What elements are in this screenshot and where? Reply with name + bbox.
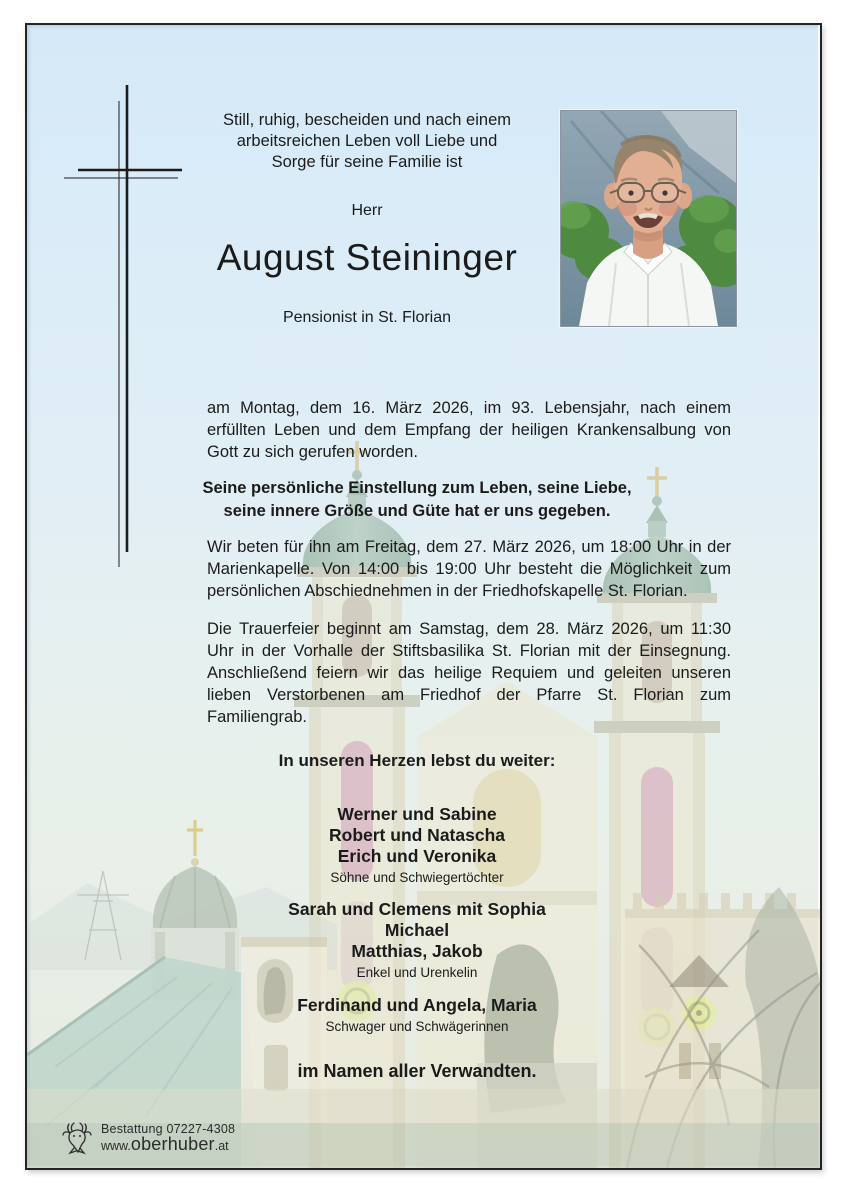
portrait-photo [560,110,737,327]
prayer-paragraph: Wir beten für ihn am Freitag, dem 27. März 2026, um 18:00 Uhr in der Marienkapelle. Von 14:00 bis 19:00 Uhr besteht die Möglichkeit zum persönlichen Abschiednehmen in der Friedhofskapelle St. Florian. [207,538,731,600]
deceased-subtitle: Pensionist in St. Florian [282,309,452,326]
motto-line: seine innere Größe und Güte hat er uns gegeben. [223,502,611,520]
salutation-text: Herr [351,202,383,219]
death-paragraph: am Montag, dem 16. März 2026, im 93. Lebensjahr, nach einem erfüllten Leben und dem Empfang der heiligen Krankensalbung von Gott zu sich gerufen worden. [207,399,731,461]
mourner-name: Erich und Veronika [337,846,497,866]
intro-line: arbeitsreichen Leben voll Liebe und [236,132,498,150]
footer-company-line: Bestattung 07227-4308 [101,1122,236,1136]
mourner-name: Michael [384,920,450,940]
motto-text [137,477,697,523]
funeral-home-footer [61,1121,235,1155]
oberhuber-logo-icon [61,1121,95,1155]
motto-line: Seine persönliche Einstellung zum Leben, seine Liebe, [202,479,632,497]
memorial-card [25,23,822,1170]
portrait-illustration [561,111,736,326]
mourner-name: Ferdinand und Angela, Maria [297,995,537,1015]
intro-text [155,110,579,173]
funeral-paragraph: Die Trauerfeier beginnt am Samstag, dem 28. März 2026, um 11:30 Uhr in der Vorhalle der Stiftsbasilika St. Florian mit der Einsegnung. Anschließend feiern wir das heilige Requiem und geleiten unseren lieben Verstorbenen am Friedhof der Pfarre St. Florian zum Familiengrab. [207,620,731,726]
intro-line: Sorge für seine Familie ist [271,153,463,171]
mourner-name: Robert und Natascha [329,825,505,845]
mourner-name: Matthias, Jakob [351,941,483,961]
mourner-relation: Söhne und Schwiegertöchter [330,870,504,885]
closing-line: im Namen aller Verwandten. [297,1061,537,1081]
mourner-group-grandchildren [137,899,697,981]
mourner-name: Sarah und Clemens mit Sophia [288,899,546,919]
mourner-name: Werner und Sabine [337,804,497,824]
mourner-group-children [137,804,697,886]
mourner-relation: Enkel und Urenkelin [356,965,478,980]
footer-website: www.oberhuber.at [101,1134,229,1154]
intro-line: Still, ruhig, bescheiden und nach einem [222,111,512,129]
mourner-relation: Schwager und Schwägerinnen [325,1019,509,1034]
in-hearts-heading: In unseren Herzen lebst du weiter: [278,751,556,770]
mourner-group-inlaws [137,995,697,1035]
deceased-name: August Steininger [216,237,518,278]
